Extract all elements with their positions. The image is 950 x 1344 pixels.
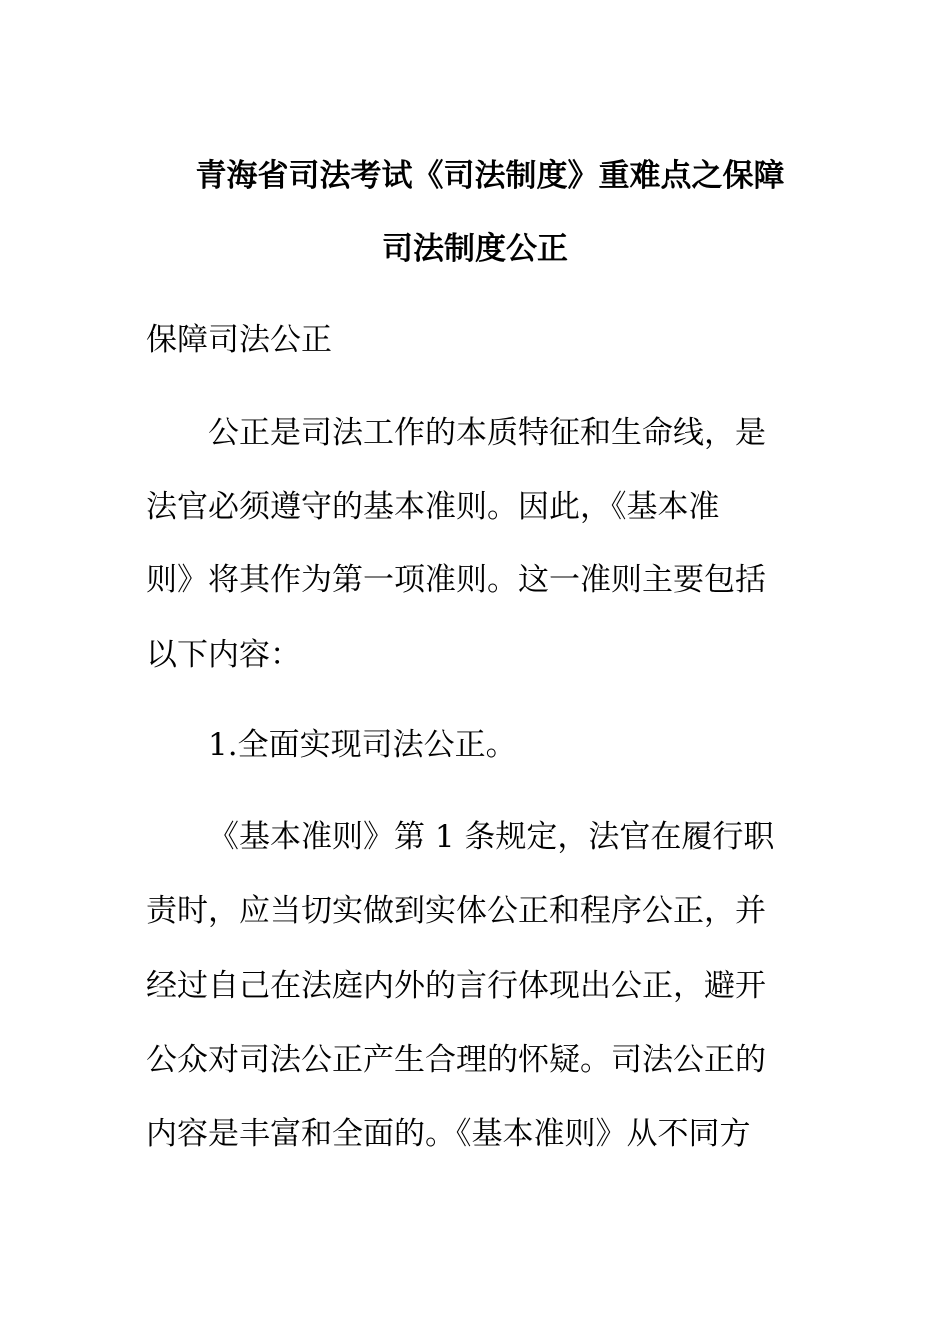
document-title-line-2: 司法制度公正: [382, 231, 568, 267]
item-1-heading: 1.全面实现司法公正。: [208, 727, 517, 763]
paragraph-2-line-5: 内容是丰富和全面的。《基本准则》从不同方: [146, 1116, 751, 1152]
paragraph-2-line-4: 公众对司法公正产生合理的怀疑。司法公正的: [146, 1042, 766, 1078]
paragraph-1-line-4: 以下内容：: [146, 637, 301, 673]
paragraph-1-line-2: 法官必须遵守的基本准则。因此，《基本准: [146, 489, 720, 525]
paragraph-2-line-3: 经过自己在法庭内外的言行体现出公正，避开: [146, 968, 766, 1004]
paragraph-1-line-3: 则》将其作为第一项准则。这一准则主要包括: [146, 562, 766, 598]
document-title-line-1: 青海省司法考试《司法制度》重难点之保障: [195, 158, 785, 194]
paragraph-1-line-1: 公正是司法工作的本质特征和生命线，是: [208, 415, 766, 451]
paragraph-2-line-1: 《基本准则》第 1 条规定，法官在履行职: [208, 819, 775, 855]
section-heading: 保障司法公正: [146, 322, 332, 358]
paragraph-2-line-2: 责时，应当切实做到实体公正和程序公正，并: [146, 893, 766, 929]
